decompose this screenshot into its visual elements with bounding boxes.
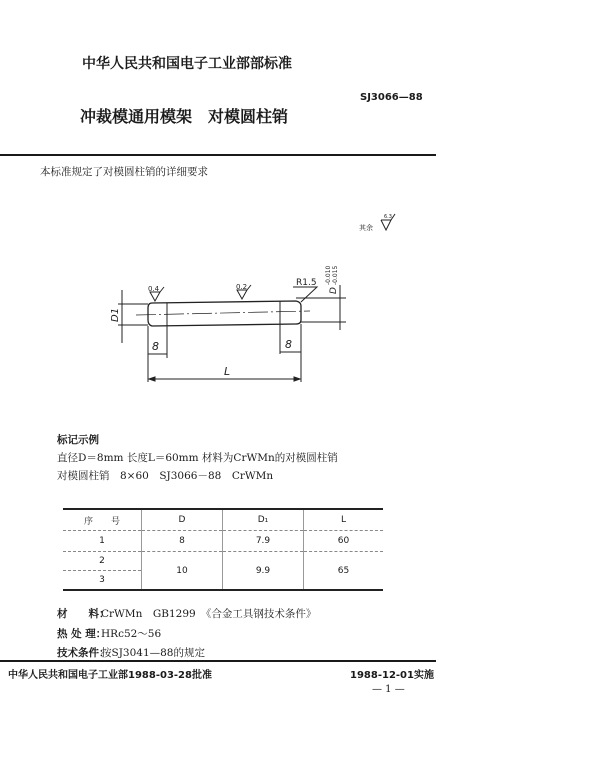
- svg-text:0.4: 0.4: [148, 285, 160, 293]
- roughness-note: 其余: [359, 224, 373, 232]
- intro-text: 本标准规定了对模圆柱销的详细要求: [40, 166, 208, 178]
- example-line-2: 对模圆柱销 8×60 SJ3066－88 CrWMn: [57, 470, 274, 482]
- left-length-label: 8: [152, 340, 159, 353]
- total-length-label: L: [224, 365, 231, 378]
- svg-text:0.2: 0.2: [236, 283, 248, 291]
- table-row: 1 8 7.9 60: [63, 531, 383, 552]
- header-l: L: [304, 509, 384, 531]
- d1-label: D1: [110, 307, 121, 322]
- footer-rule: [0, 660, 436, 662]
- effective-date: 1988-12-01实施: [350, 670, 434, 681]
- right-length-label: 8: [285, 338, 292, 351]
- radius-leader: [293, 287, 317, 302]
- d-tol-lower: -0.015: [332, 265, 339, 285]
- d-label: D: [329, 287, 339, 294]
- table-header-row: [63, 509, 383, 531]
- dimension-table: [63, 508, 383, 591]
- radius-label: R1.5: [296, 278, 317, 288]
- header-d: D: [142, 509, 223, 531]
- issuing-org: 中华人民共和国电子工业部部标准: [82, 56, 292, 72]
- spec-heat-treatment: 热 处 理：HRc52～56: [57, 628, 162, 640]
- document-title: 冲裁模通用模架 对模圆柱销: [80, 107, 289, 126]
- standard-code: SJ3066—88: [360, 92, 423, 103]
- spec-technical: 技术条件：按SJ3041—88的规定: [57, 647, 205, 659]
- d-tol-upper: -0.010: [325, 265, 332, 285]
- page-number: — 1 —: [372, 684, 405, 695]
- example-heading: 标记示例: [57, 434, 99, 446]
- table-row: 2 10 9.9 65: [63, 552, 383, 571]
- pin-outline: [148, 301, 301, 326]
- example-line-1: 直径D＝8mm 长度L＝60mm 材料为CrWMn的对模圆柱销: [57, 452, 338, 464]
- centerline: [136, 311, 310, 315]
- header-no: 序 号: [63, 509, 142, 531]
- approval-date: 中华人民共和国电子工业部1988-03-28批准: [8, 670, 212, 681]
- spec-material: 材 料：CrWMn GB1299 《合金工具钢技术条件》: [57, 608, 317, 620]
- svg-text:6.3: 6.3: [384, 214, 392, 220]
- header-d1: D₁: [223, 509, 304, 531]
- table-row: 3: [63, 571, 383, 591]
